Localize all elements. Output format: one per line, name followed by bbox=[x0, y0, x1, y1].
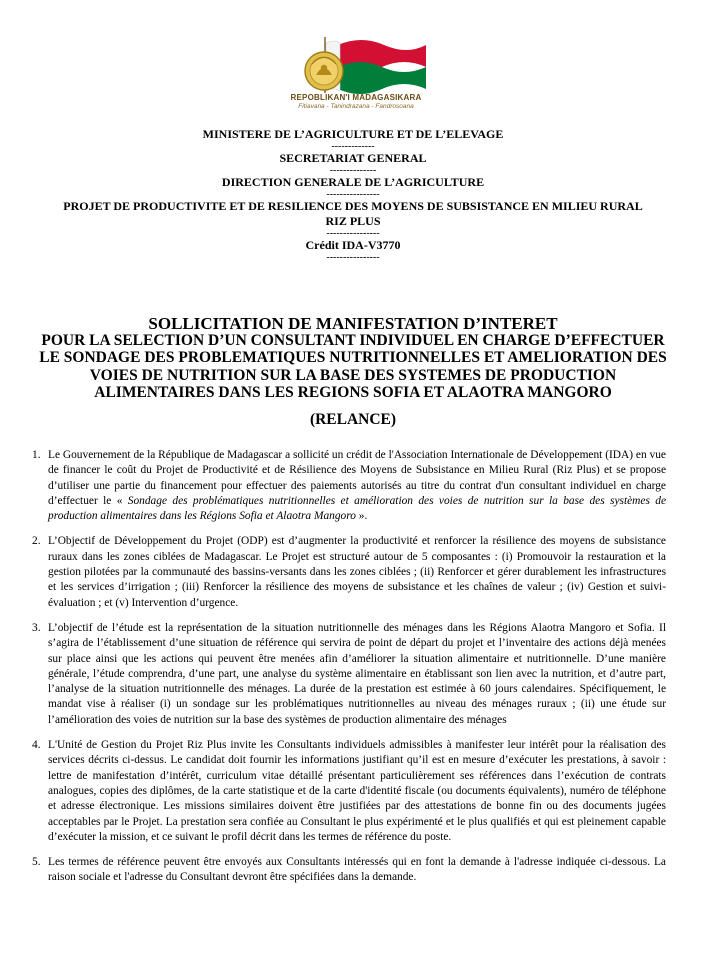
paragraph-text: L’objectif de l’étude est la représentation de la situation nutritionnelle des ménages dans les Régions Alaotra Mangoro et Sofia. Il s’agira de l’établissement d’une situation de référence qui servira de point de départ du projet et l’inventaire des actions déjà menées sur place ainsi que les actions qui peuvent être menées afin d’améliorer la situation alimentaire et nutritionnelle. D’une manière générale, l’étude comprendra, d’une part, une analyse du système alimentaire en établissant son lien avec la nutrition, et d’autre part, l’analyse de la situation nutritionnelle des ménages. La durée de la prestation est estimée à 60 jours calendaires. Spécifiquement, le mandat vise à réaliser (i) un sondage sur les problématiques nutritionnelles au niveau des ménages ruraux ; (ii) une étude sur l’amélioration des voies de nutrition sur la base des systèmes de production alimentaire des ménages bbox=[48, 621, 666, 726]
separator: -------------- bbox=[329, 165, 377, 176]
paragraph-number: 5. bbox=[32, 856, 41, 869]
credit-number: Crédit IDA-V3770 bbox=[305, 238, 401, 252]
logo-name: REPOBLIKAN'I MADAGASIKARA bbox=[290, 93, 422, 102]
separator: ---------------- bbox=[326, 252, 380, 263]
separator: ---------------- bbox=[326, 189, 380, 200]
paragraph-number: 2. bbox=[32, 535, 41, 548]
paragraph-item bbox=[32, 448, 666, 524]
secretariat-name: SECRETARIAT GENERAL bbox=[279, 151, 427, 165]
title-sub-line: ALIMENTAIRES DANS LES REGIONS SOFIA ET ALAOTRA MANGORO bbox=[94, 384, 612, 402]
separator: ---------------- bbox=[326, 228, 380, 239]
paragraph-item bbox=[32, 855, 666, 886]
paragraph-item bbox=[32, 738, 666, 845]
paragraph-number: 4. bbox=[32, 739, 41, 752]
paragraph-text: Le Gouvernement de la République de Madagascar a sollicité un crédit de l'Association Internationale de Développement (IDA) en vue de financer le coût du Projet de Productivité et de Résilience des Moyens de Subsistance en Milieu Rural (Riz Plus) et se propose d’utiliser une partie du financement pour effectuer des paiements autorisés au titre du contrat d'un consultant individuel en charge d’effectuer le « bbox=[48, 449, 666, 507]
paragraph-emphasis: Sondage des problématiques nutritionnelles et amélioration des voies de nutrition sur la base des systèmes de production alimentaires dans les Régions Sofia et Alaotra Mangoro bbox=[48, 494, 667, 523]
project-name-line2: RIZ PLUS bbox=[325, 214, 381, 228]
paragraph-tail: ». bbox=[355, 510, 368, 523]
seal-and-flag-icon bbox=[276, 31, 436, 95]
title-sub-line: POUR LA SELECTION D’UN CONSULTANT INDIVIDUEL EN CHARGE D’EFFECTUER bbox=[41, 332, 665, 349]
direction-name: DIRECTION GENERALE DE L’AGRICULTURE bbox=[221, 175, 485, 189]
title-sub-line: LE SONDAGE DES PROBLEMATIQUES NUTRITIONNELLES ET AMELIORATION DES bbox=[39, 349, 667, 367]
document-title bbox=[20, 314, 686, 429]
paragraph-text: Les termes de référence peuvent être envoyés aux Consultants intéressés qui en font la demande à l'adresse indiquée ci-dessous. La raison sociale et l'adresse du Consultant devront être spécifiées dans la demande. bbox=[48, 856, 666, 884]
paragraph-text: L'Unité de Gestion du Projet Riz Plus invite les Consultants individuels admissibles à manifester leur intérêt pour la réalisation des services décrits ci-dessus. Le candidat doit fournir les informations justifiant qu’il est en mesure d’exécuter les prestations, à savoir : lettre de manifestation d’intérêt, curriculum vitae détaillé présentant particulièrement ses références dans l’exécution de contrats analogues, copies des diplômes, de la carte statistique et de la carte d'identité fiscale (ou documents équivalents), numéro de téléphone et adresse électronique. Les missions similaires doivent être justifiées par des attestations de bonne fin ou des documents jugées acceptables par le Projet. La prestation sera confiée au Consultant le plus expérimenté et le plus qualifiés et qui est pleinement capable d’exécuter la mission, et ce suivant le profil décrit dans les termes de référence du poste. bbox=[48, 739, 666, 843]
logo-motto: Fitiavana - Tanindrazana - Fandrosoana bbox=[298, 103, 414, 110]
relance-label: (RELANCE) bbox=[309, 410, 397, 428]
project-name-line1: PROJET DE PRODUCTIVITE ET DE RESILIENCE DES MOYENS DE SUBSISTANCE EN MILIEU RURAL bbox=[63, 199, 643, 213]
separator: ------------- bbox=[331, 141, 375, 152]
paragraph-item bbox=[32, 621, 666, 728]
paragraph-text: L’Objectif de Développement du Projet (ODP) est d’augmenter la productivité et renforcer la résilience des moyens de subsistance ruraux dans les zones ciblées de Madagascar. Le Projet est structuré autour de 5 composantes : (i) Promouvoir la restauration et la gestion pilotées par la communauté des bassins-versants dans les zones ciblées ; (ii) Renforcer et gérer durablement les infrastructures et les services d’irrigation ; (iii) Renforcer la résilience des moyens de subsistance et les chaînes de valeur ; (iv) Gestion et suivi-évaluation ; et (v) Intervention d’urgence. bbox=[48, 535, 666, 609]
paragraph-number: 3. bbox=[32, 621, 41, 634]
ministry-name: MINISTERE DE L’AGRICULTURE ET DE L’ELEVAGE bbox=[202, 127, 504, 141]
paragraph-item bbox=[32, 534, 666, 610]
paragraph-number: 1. bbox=[32, 449, 41, 461]
republic-logo bbox=[276, 31, 436, 111]
title-sub-line: VOIES DE NUTRITION SUR LA BASE DES SYSTEMES DE PRODUCTION bbox=[89, 366, 617, 384]
document-header bbox=[20, 127, 686, 262]
numbered-paragraphs bbox=[32, 448, 666, 896]
seal-icon bbox=[305, 52, 343, 90]
title-main: SOLLICITATION DE MANIFESTATION D’INTERET bbox=[148, 314, 558, 333]
